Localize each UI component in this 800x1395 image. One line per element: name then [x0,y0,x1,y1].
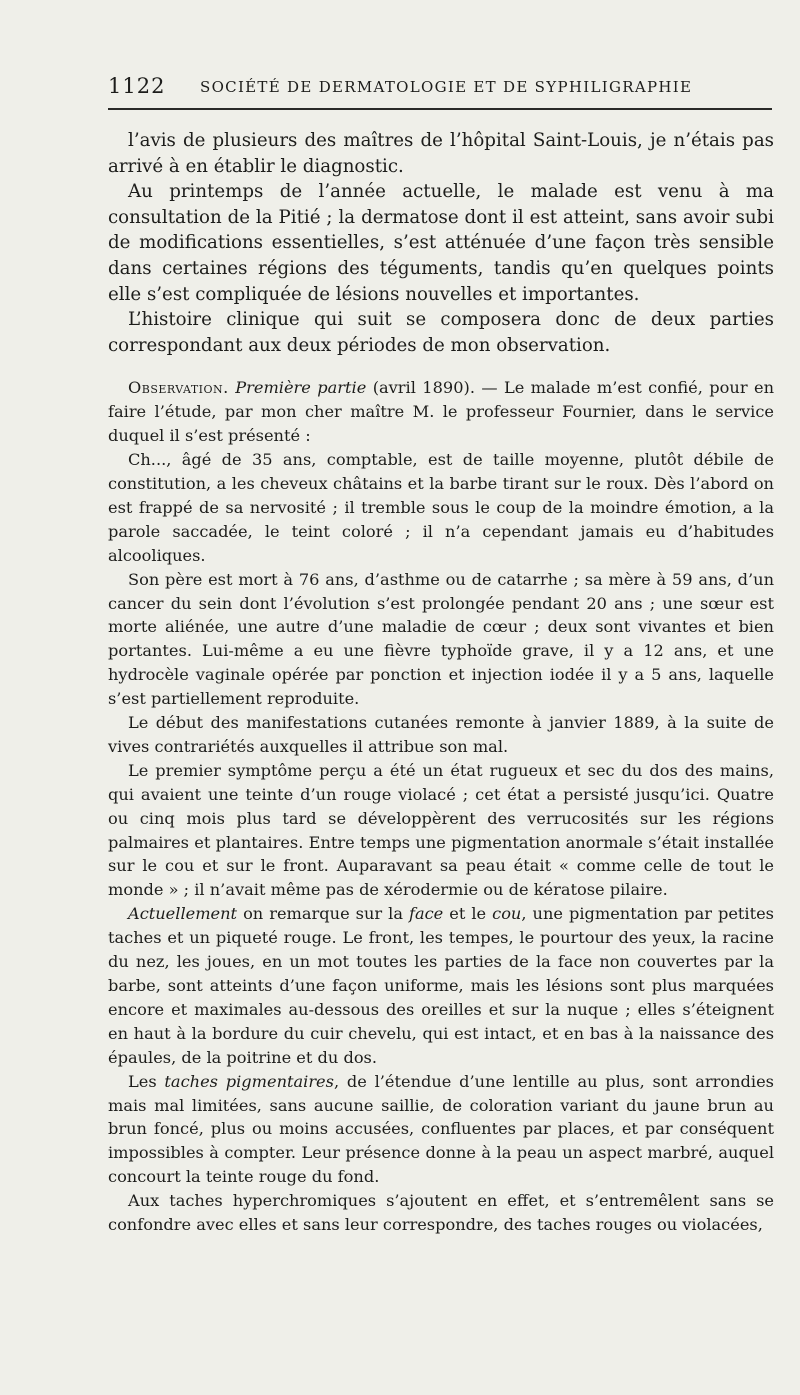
page-number: 1122 [108,74,166,98]
emphasis-face: face [408,904,444,924]
paragraph-pigment-spots [108,1070,774,1190]
observation-title: Première partie [235,378,367,398]
paragraph-current-state [108,902,774,1069]
paragraph-onset: Le début des manifestations cutanées remonte à janvier 1889, à la suite de vives contrariétés auxquelles il attribue son mal. [108,713,774,756]
emphasis-actuellement: Actuellement [128,904,238,924]
text-run: , une pigmentation par petites taches et un piqueté rouge. Le front, les tempes, le pourtour des yeux, la racine du nez, les joues, en un mot toutes les parties de la face non couvertes par la barbe, sont atteints d’une façon uniforme, mais les lésions sont plus marquées encore et maximales au-dessous des oreilles et sur la nuque ; elles s’éteignent en haut à la bordure du cuir chevelu, qui est intact, et en bas à la naissance des épaules, de la poitrine et du dos. [108,904,774,1067]
text-run: Les [128,1071,165,1091]
paragraph-intro-3: L’histoire clinique qui suit se composera donc de deux parties correspondant aux deux périodes de mon observation. [108,309,774,356]
paragraph-intro-1: l’avis de plusieurs des maîtres de l’hôpital Saint-Louis, je n’étais pas arrivé à en établir le diagnostic. [108,130,774,177]
text-run: on remarque sur la [237,904,409,924]
paragraph-hyperchromic-spots: Aux taches hyperchromiques s’ajoutent en effet, et s’entremêlent sans se confondre avec elles et sans leur correspondre, des taches rouges ou violacées, [108,1191,774,1235]
observation-paragraph [108,376,774,448]
text-run: et le [443,904,493,924]
paragraph-first-symptom: Le premier symptôme perçu a été un état rugueux et sec du dos des mains, qui avaient une teinte d’un rouge violacé ; cet état a persisté jusqu’ici. Quatre ou cinq mois plus tard se développèrent des verrucosités sur les régions palmaires et plantaires. Entre temps une pigmentation anormale s’était installée sur le cou et sur le front. Auparavant sa peau était « comme celle de tout le monde » ; il n’avait même pas de xérodermie ou de kératose pilaire. [108,760,774,900]
emphasis-cou: cou [492,904,522,924]
text-run: , de l’étendue d’une lentille au plus, sont arrondies mais mal limitées, sans aucune saillie, de coloration variant du jaune brun au brun foncé, plus ou moins accusées, confluentes par places, et par conséquent impossibles à compter. Leur présence donne à la peau un aspect marbré, auquel concourt la teinte rouge du fond. [108,1071,774,1187]
paragraph-patient: Ch..., âgé de 35 ans, comptable, est de taille moyenne, plutôt débile de constitution, a les cheveux châtains et la barbe tirant sur le roux. Dès l’abord on est frappé de sa nervosité ; il tremble sous le coup de la moindre émotion, a la parole saccadée, le teint coloré ; il n’a cependant jamais eu d’habitudes alcooliques. [108,450,774,565]
page-header [108,72,772,110]
paragraph-intro-2: Au printemps de l’année actuelle, le malade est venu à ma consultation de la Pitié ; la dermatose dont il est atteint, sans avoir subi de modifications essentielles, s’est atténuée d’une façon très sensible dans certaines régions des téguments, tandis qu’en quelques points elle s’est compliquée de lésions nouvelles et importantes. [108,181,774,305]
running-title: SOCIÉTÉ DE DERMATOLOGIE ET DE SYPHILIGRAPHIE [200,78,693,96]
observation-label: Observation. [128,378,229,398]
page-body [108,128,774,1237]
observation-text: (avril 1890). — Le malade m’est confié, pour en faire l’étude, par mon cher maître M. le professeur Fournier, dans le service duquel il s’est présenté : [108,378,774,446]
section-gap [108,358,774,376]
paragraph-family-history: Son père est mort à 76 ans, d’asthme ou de catarrhe ; sa mère à 59 ans, d’un cancer du sein dont l’évolution s’est prolongée pendant 20 ans ; une sœur est morte aliénée, une autre d’une maladie de cœur ; deux sont vivantes et bien portantes. Lui-même a eu une fièvre typhoïde grave, il y a 12 ans, et une hydrocèle vaginale opérée par ponction et injection iodée il y a 5 ans, laquelle s’est partiellement reproduite. [108,569,774,709]
emphasis-taches-pigmentaires: taches pigmentaires [164,1071,334,1091]
